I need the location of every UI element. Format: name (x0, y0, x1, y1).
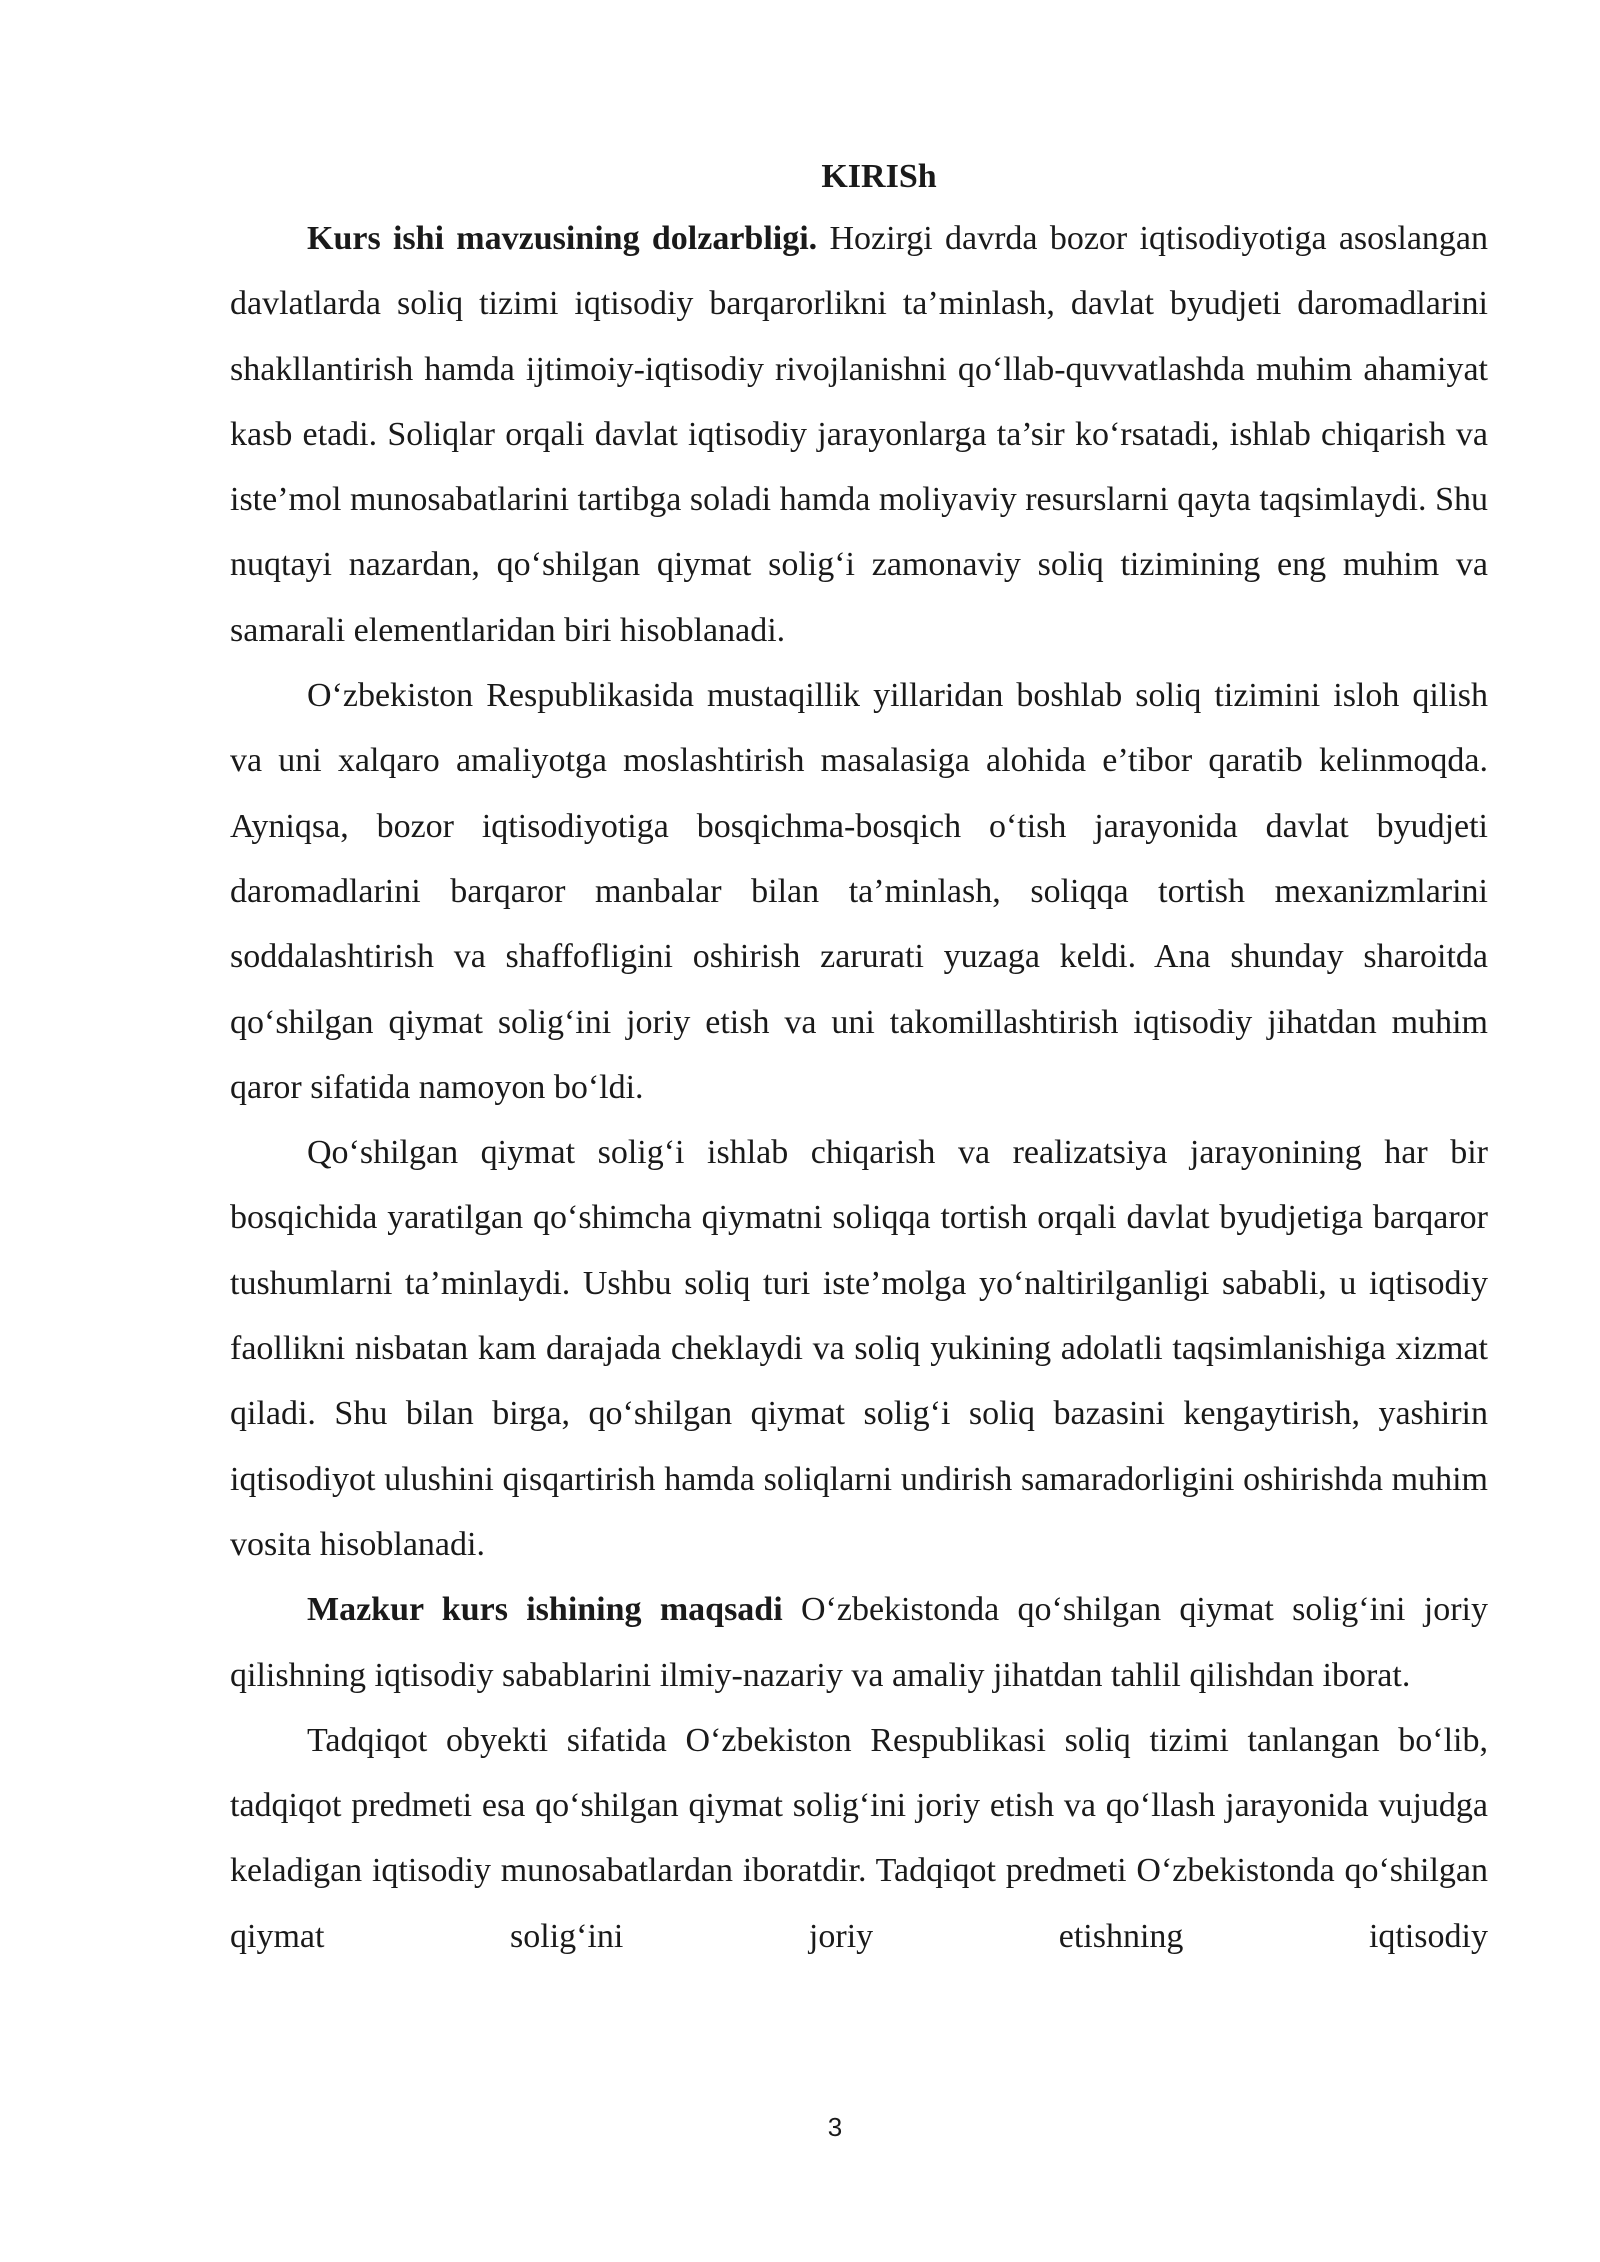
paragraph-text: Qo‘shilgan qiymat solig‘i ishlab chiqarish va realizatsiya jarayonining har bir bosqichida yaratilgan qo‘shimcha qiymatni soliqqa tortish orqali davlat byudjetiga barqaror tushumlarni ta’minlaydi. Ushbu soliq turi iste’molga yo‘naltirilganligi sababli, u iqtisodiy faollikni nisbatan kam darajada cheklaydi va soliq yukining adolatli taqsimlanishiga xizmat qiladi. Shu bilan birga, qo‘shilgan qiymat solig‘i soliq bazasini kengaytirish, yashirin iqtisodiyot ulushini qisqartirish hamda soliqlarni undirish samaradorligini oshirishda muhim vosita hisoblanadi. (230, 1134, 1488, 1563)
paragraph-lead: Mazkur kurs ishining maqsadi (307, 1591, 783, 1629)
paragraph-text: O‘zbekistonda qo‘shilgan qiymat solig‘ini joriy qilishning iqtisodiy sabablarini ilmiy-nazariy va amaliy jihatdan tahlil qilishdan iborat. (230, 1591, 1489, 1694)
paragraph-reforms (230, 663, 1488, 1120)
document-page (230, 148, 1488, 1969)
paragraph-text: O‘zbekiston Respublikasida mustaqillik yillaridan boshlab soliq tizimini isloh qilish va uni xalqaro amaliyotga moslashtirish masalasiga alohida e’tibor qaratib kelinmoqda. Ayniqsa, bozor iqtisodiyotiga bosqichma-bosqich o‘tish jarayonida davlat byudjeti daromadlarini barqaror manbalar bilan ta’minlash, soliqqa tortish mexanizmlarini soddalashtirish va shaffofligini oshirish zarurati yuzaga keldi. Ana shunday sharoitda qo‘shilgan qiymat solig‘ini joriy etish va uni takomillashtirish iqtisodiy jihatdan muhim qaror sifatida namoyon bo‘ldi. (230, 677, 1488, 1106)
paragraph-object (230, 1708, 1488, 1969)
paragraph-lead: Kurs ishi mavzusining dolzarbligi. (307, 220, 818, 257)
paragraph-vat-role (230, 1120, 1488, 1577)
paragraph-text: Hozirgi davrda bozor iqtisodiyotiga asoslangan davlatlarda soliq tizimi iqtisodiy barqarorlikni ta’minlash, davlat byudjeti daromadlarini shakllantirish hamda ijtimoiy-iqtisodiy rivojlanishni qo‘llab-quvvatlashda muhim ahamiyat kasb etadi. Soliqlar orqali davlat iqtisodiy jarayonlarga ta’sir ko‘rsatadi, ishlab chiqarish va iste’mol munosabatlarini tartibga soladi hamda moliyaviy resurslarni qayta taqsimlaydi. Shu nuqtayi nazardan, qo‘shilgan qiymat solig‘i zamonaviy soliq tizimining eng muhim va samarali elementlaridan biri hisoblanadi. (230, 220, 1489, 649)
section-heading: KIRISh (821, 158, 937, 195)
paragraph-relevance (230, 206, 1488, 663)
paragraph-goal (230, 1577, 1488, 1708)
paragraph-text: Tadqiqot obyekti sifatida O‘zbekiston Respublikasi soliq tizimi tanlangan bo‘lib, tadqiqot predmeti esa qo‘shilgan qiymat solig‘ini joriy etish va qo‘llash jarayonida vujudga keladigan iqtisodiy munosabatlardan iboratdir. Tadqiqot predmeti O‘zbekistonda qo‘shilgan qiymat solig‘ini joriy etishning iqtisodiy (230, 1721, 1488, 1955)
page-number: 3 (827, 2112, 843, 2142)
